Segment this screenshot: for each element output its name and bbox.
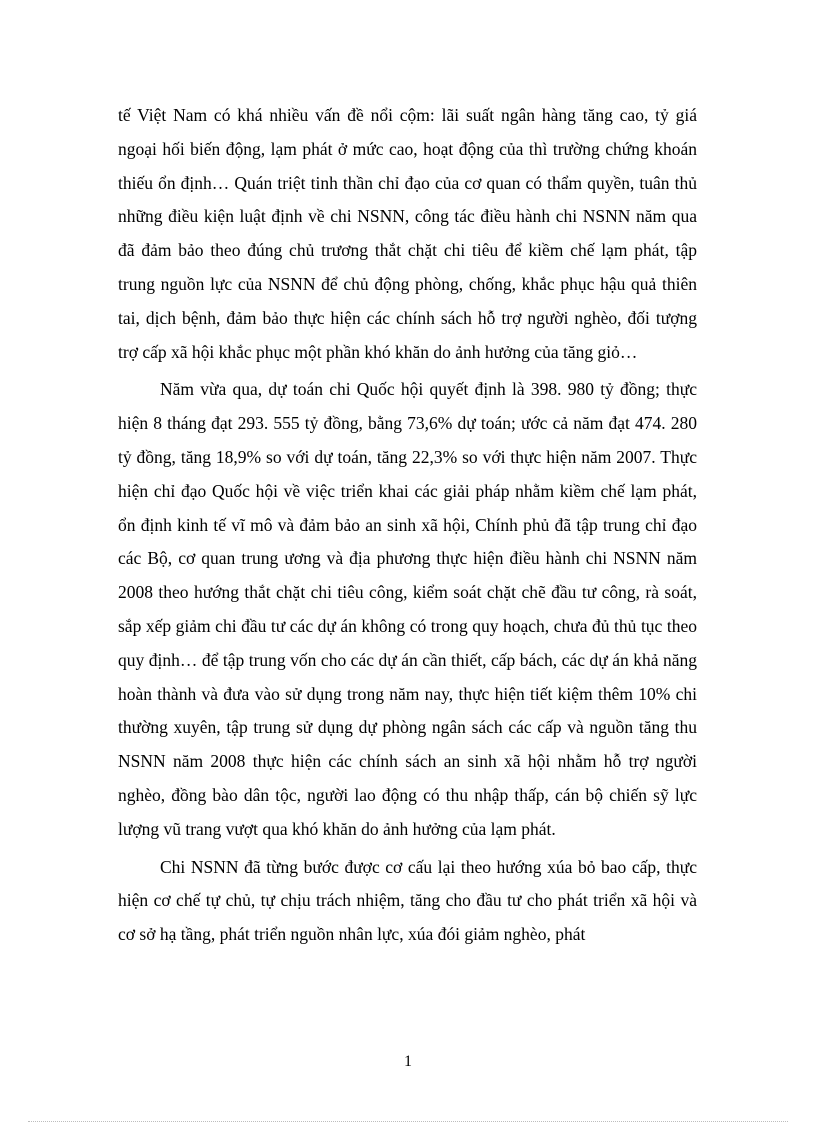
paragraph-1: tế Việt Nam có khá nhiều vấn đề nổi cộm: lãi suất ngân hàng tăng cao, tỷ giá ngoại hối biến động, lạm phát ở mức cao, hoạt động của thì trường chứng khoán thiếu ổn định… Quán triệt tinh thần chỉ đạo của cơ quan có thẩm quyền, tuân thủ những điều kiện luật định về chi NSNN, công tác điều hành chi NSNN năm qua đã đảm bảo theo đúng chủ trương thắt chặt chi tiêu để kiềm chế lạm phát, tập trung nguồn lực của NSNN để chủ động phòng, chống, khắc phục hậu quả thiên tai, dịch bệnh, đảm bảo thực hiện các chính sách hỗ trợ người nghèo, đối tượng trợ cấp xã hội khắc phục một phần khó khăn do ảnh hưởng của tăng giỏ… [118,105,697,362]
page-bottom-divider [28,1121,788,1122]
page-number: 1 [404,1053,412,1070]
paragraph-3: Chi NSNN đã từng bước được cơ cấu lại theo hướng xúa bỏ bao cấp, thực hiện cơ chế tự chủ, tự chịu trách nhiệm, tăng cho đầu tư cho phát triển xã hội và cơ sở hạ tầng, phát triển nguồn nhân lực, xúa đói giảm nghèo, phát [118,856,697,945]
document-body [118,99,697,956]
paragraph-2: Năm vừa qua, dự toán chi Quốc hội quyết định là 398. 980 tỷ đồng; thực hiện 8 tháng đạt 293. 555 tỷ đồng, bằng 73,6% dự toán; ước cả năm đạt 474. 280 tỷ đồng, tăng 18,9% so với dự toán, tăng 22,3% so với thực hiện năm 2007. Thực hiện chỉ đạo Quốc hội về việc triển khai các giải pháp nhằm kiềm chế lạm phát, ổn định kinh tế vĩ mô và đảm bảo an sinh xã hội, Chính phủ đã tập trung chỉ đạo các Bộ, cơ quan trung ương và địa phương thực hiện điều hành chi NSNN năm 2008 theo hướng thắt chặt chi tiêu công, kiểm soát chặt chẽ đầu tư công, rà soát, sắp xếp giảm chi đầu tư các dự án không có trong quy hoạch, chưa đủ thủ tục theo quy định… để tập trung vốn cho các dự án cần thiết, cấp bách, các dự án khả năng hoàn thành và đưa vào sử dụng trong năm nay, thực hiện tiết kiệm thêm 10% chi thường xuyên, tập trung sử dụng dự phòng ngân sách các cấp và nguồn tăng thu NSNN năm 2008 thực hiện các chính sách an sinh xã hội nhằm hỗ trợ người nghèo, đồng bào dân tộc, người lao động có thu nhập thấp, cán bộ chiến sỹ lực lượng vũ trang vượt qua khó khăn do ảnh hưởng của lạm phát. [118,379,697,839]
